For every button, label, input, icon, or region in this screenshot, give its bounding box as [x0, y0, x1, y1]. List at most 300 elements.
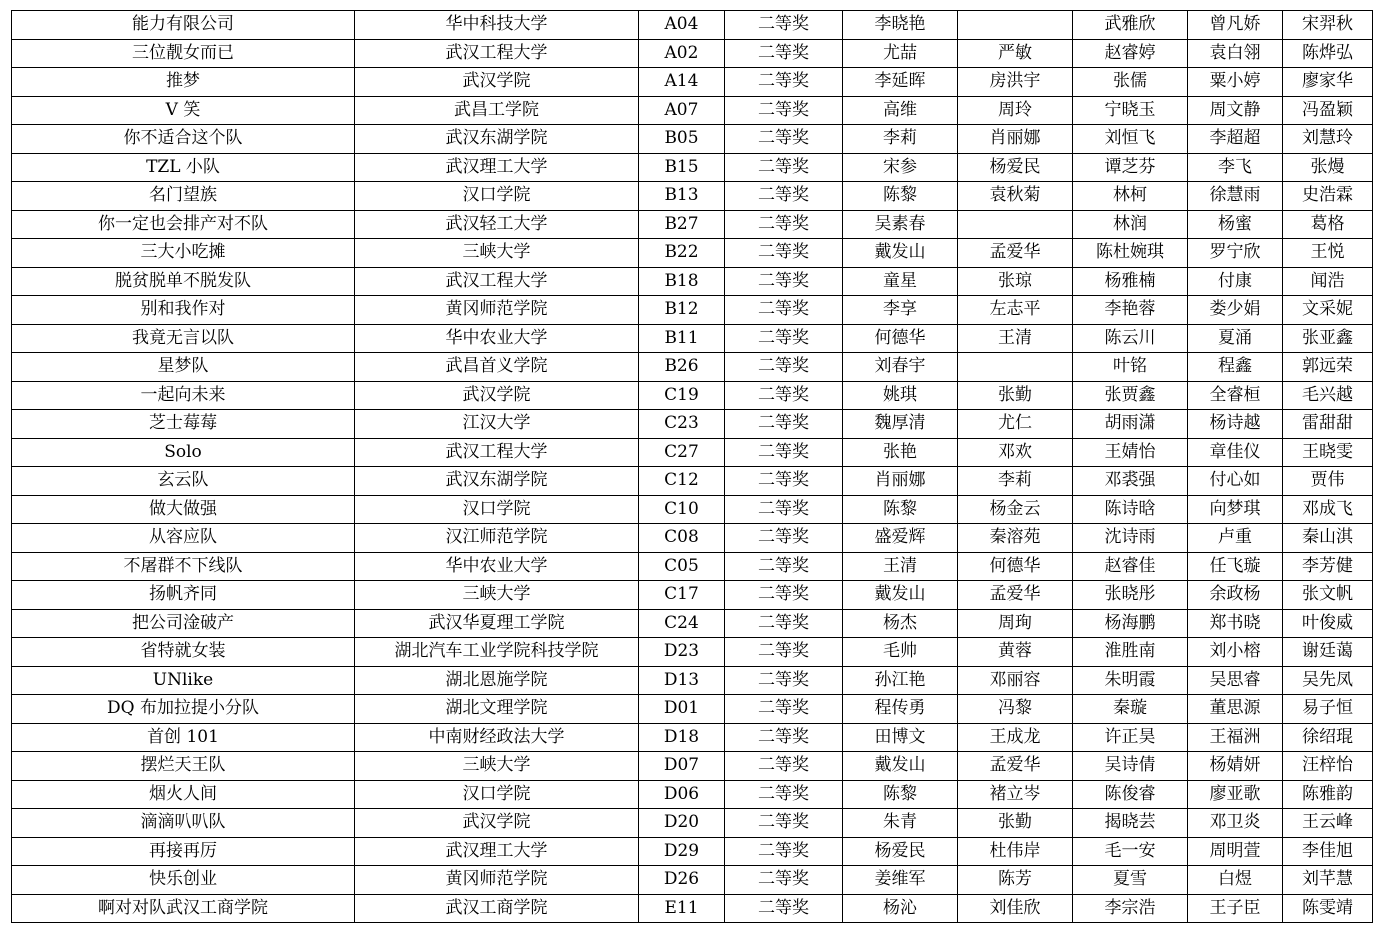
advisor-1-cell: 陈黎 — [843, 780, 958, 809]
school-cell: 黄冈师范学院 — [355, 296, 639, 325]
table-row — [12, 495, 1373, 524]
team-name-cell: V 笑 — [12, 96, 355, 125]
advisor-2-cell: 左志平 — [958, 296, 1073, 325]
table-row — [12, 239, 1373, 268]
member-1-cell: 林柯 — [1073, 182, 1188, 211]
school-cell: 武汉学院 — [355, 381, 639, 410]
work-code-cell: D06 — [639, 780, 725, 809]
school-cell: 江汉大学 — [355, 410, 639, 439]
advisor-1-cell: 李莉 — [843, 125, 958, 154]
member-3-cell: 冯盈颖 — [1283, 96, 1373, 125]
work-code-cell: D23 — [639, 638, 725, 667]
advisor-1-cell: 毛帅 — [843, 638, 958, 667]
advisor-2-cell: 王清 — [958, 324, 1073, 353]
work-code-cell: C24 — [639, 609, 725, 638]
advisor-2-cell: 陈芳 — [958, 866, 1073, 895]
member-1-cell: 李宗浩 — [1073, 894, 1188, 923]
table-row — [12, 552, 1373, 581]
team-name-cell: 能力有限公司 — [12, 11, 355, 40]
advisor-1-cell: 杨杰 — [843, 609, 958, 638]
team-name-cell: 玄云队 — [12, 467, 355, 496]
member-1-cell: 胡雨潇 — [1073, 410, 1188, 439]
school-cell: 汉口学院 — [355, 495, 639, 524]
award-cell: 二等奖 — [725, 239, 843, 268]
member-1-cell: 李艳蓉 — [1073, 296, 1188, 325]
award-cell: 二等奖 — [725, 666, 843, 695]
advisor-2-cell: 冯黎 — [958, 695, 1073, 724]
award-cell: 二等奖 — [725, 438, 843, 467]
advisor-1-cell: 李延晖 — [843, 68, 958, 97]
team-name-cell: 再接再厉 — [12, 837, 355, 866]
advisor-2-cell: 邓丽容 — [958, 666, 1073, 695]
member-2-cell: 廖亚歌 — [1188, 780, 1283, 809]
member-3-cell: 刘芊慧 — [1283, 866, 1373, 895]
member-2-cell: 任飞璇 — [1188, 552, 1283, 581]
team-name-cell: 一起向未来 — [12, 381, 355, 410]
advisor-2-cell: 杜伟岸 — [958, 837, 1073, 866]
team-name-cell: 芝士莓莓 — [12, 410, 355, 439]
advisor-2-cell: 周玲 — [958, 96, 1073, 125]
member-1-cell: 朱明霞 — [1073, 666, 1188, 695]
table-row — [12, 267, 1373, 296]
table-row — [12, 210, 1373, 239]
member-1-cell: 淮胜南 — [1073, 638, 1188, 667]
team-name-cell: 滴滴叭叭队 — [12, 809, 355, 838]
award-cell: 二等奖 — [725, 695, 843, 724]
advisor-2-cell: 袁秋菊 — [958, 182, 1073, 211]
advisor-2-cell — [958, 210, 1073, 239]
member-3-cell: 王晓雯 — [1283, 438, 1373, 467]
advisor-2-cell: 秦溶苑 — [958, 524, 1073, 553]
award-cell: 二等奖 — [725, 353, 843, 382]
advisor-2-cell: 邓欢 — [958, 438, 1073, 467]
work-code-cell: C08 — [639, 524, 725, 553]
team-name-cell: 啊对对队武汉工商学院 — [12, 894, 355, 923]
member-3-cell: 邓成飞 — [1283, 495, 1373, 524]
table-row — [12, 11, 1373, 40]
member-2-cell: 罗宁欣 — [1188, 239, 1283, 268]
member-2-cell: 董思源 — [1188, 695, 1283, 724]
table-row — [12, 96, 1373, 125]
member-1-cell: 杨雅楠 — [1073, 267, 1188, 296]
member-1-cell: 吴诗倩 — [1073, 752, 1188, 781]
work-code-cell: B18 — [639, 267, 725, 296]
school-cell: 三峡大学 — [355, 752, 639, 781]
work-code-cell: B22 — [639, 239, 725, 268]
team-name-cell: 做大做强 — [12, 495, 355, 524]
work-code-cell: D18 — [639, 723, 725, 752]
advisor-1-cell: 杨沁 — [843, 894, 958, 923]
table-row — [12, 125, 1373, 154]
work-code-cell: D26 — [639, 866, 725, 895]
work-code-cell: D13 — [639, 666, 725, 695]
award-cell: 二等奖 — [725, 125, 843, 154]
member-3-cell: 闻浩 — [1283, 267, 1373, 296]
work-code-cell: B27 — [639, 210, 725, 239]
table-row — [12, 39, 1373, 68]
advisor-1-cell: 高维 — [843, 96, 958, 125]
table-row — [12, 153, 1373, 182]
advisor-2-cell — [958, 353, 1073, 382]
school-cell: 武汉工程大学 — [355, 438, 639, 467]
member-3-cell: 王悦 — [1283, 239, 1373, 268]
member-1-cell: 夏雪 — [1073, 866, 1188, 895]
member-3-cell: 贾伟 — [1283, 467, 1373, 496]
team-name-cell: 从容应队 — [12, 524, 355, 553]
award-cell: 二等奖 — [725, 210, 843, 239]
advisor-1-cell: 张艳 — [843, 438, 958, 467]
advisor-1-cell: 尤喆 — [843, 39, 958, 68]
table-row — [12, 609, 1373, 638]
team-name-cell: Solo — [12, 438, 355, 467]
school-cell: 武汉学院 — [355, 68, 639, 97]
award-cell: 二等奖 — [725, 410, 843, 439]
award-cell: 二等奖 — [725, 723, 843, 752]
team-name-cell: 三位靓女而已 — [12, 39, 355, 68]
advisor-1-cell: 王清 — [843, 552, 958, 581]
award-cell: 二等奖 — [725, 866, 843, 895]
member-2-cell: 白煜 — [1188, 866, 1283, 895]
advisor-1-cell: 孙江艳 — [843, 666, 958, 695]
award-cell: 二等奖 — [725, 581, 843, 610]
work-code-cell: D01 — [639, 695, 725, 724]
advisor-2-cell: 肖丽娜 — [958, 125, 1073, 154]
team-name-cell: 你一定也会排产对不队 — [12, 210, 355, 239]
advisor-1-cell: 戴发山 — [843, 239, 958, 268]
school-cell: 华中科技大学 — [355, 11, 639, 40]
award-cell: 二等奖 — [725, 96, 843, 125]
member-2-cell: 徐慧雨 — [1188, 182, 1283, 211]
advisor-1-cell: 何德华 — [843, 324, 958, 353]
advisor-2-cell — [958, 11, 1073, 40]
school-cell: 武汉理工大学 — [355, 837, 639, 866]
member-1-cell: 陈杜婉琪 — [1073, 239, 1188, 268]
team-name-cell: 扬帆齐同 — [12, 581, 355, 610]
member-2-cell: 余政杨 — [1188, 581, 1283, 610]
work-code-cell: E11 — [639, 894, 725, 923]
member-3-cell: 张文帆 — [1283, 581, 1373, 610]
table-row — [12, 780, 1373, 809]
advisor-2-cell: 李莉 — [958, 467, 1073, 496]
school-cell: 汉口学院 — [355, 780, 639, 809]
team-name-cell: DQ 布加拉提小分队 — [12, 695, 355, 724]
school-cell: 三峡大学 — [355, 239, 639, 268]
table-row — [12, 894, 1373, 923]
advisor-1-cell: 吴素春 — [843, 210, 958, 239]
advisor-2-cell: 王成龙 — [958, 723, 1073, 752]
award-cell: 二等奖 — [725, 182, 843, 211]
table-row — [12, 695, 1373, 724]
member-1-cell: 陈诗晗 — [1073, 495, 1188, 524]
table-row — [12, 381, 1373, 410]
work-code-cell: C23 — [639, 410, 725, 439]
member-1-cell: 赵睿佳 — [1073, 552, 1188, 581]
member-1-cell: 杨海鹏 — [1073, 609, 1188, 638]
advisor-2-cell: 黄蓉 — [958, 638, 1073, 667]
member-1-cell: 王婧怡 — [1073, 438, 1188, 467]
advisor-1-cell: 戴发山 — [843, 752, 958, 781]
work-code-cell: A07 — [639, 96, 725, 125]
award-cell: 二等奖 — [725, 39, 843, 68]
member-2-cell: 李飞 — [1188, 153, 1283, 182]
team-name-cell: 别和我作对 — [12, 296, 355, 325]
member-1-cell: 毛一安 — [1073, 837, 1188, 866]
advisor-2-cell: 孟爱华 — [958, 581, 1073, 610]
school-cell: 华中农业大学 — [355, 552, 639, 581]
award-cell: 二等奖 — [725, 267, 843, 296]
advisor-1-cell: 李享 — [843, 296, 958, 325]
school-cell: 武汉理工大学 — [355, 153, 639, 182]
member-1-cell: 沈诗雨 — [1073, 524, 1188, 553]
team-name-cell: 把公司淦破产 — [12, 609, 355, 638]
advisor-2-cell: 刘佳欣 — [958, 894, 1073, 923]
member-2-cell: 吴思睿 — [1188, 666, 1283, 695]
advisor-2-cell: 杨爱民 — [958, 153, 1073, 182]
advisor-2-cell: 房洪宇 — [958, 68, 1073, 97]
member-3-cell: 宋羿秋 — [1283, 11, 1373, 40]
member-3-cell: 张熳 — [1283, 153, 1373, 182]
team-name-cell: 摆烂天王队 — [12, 752, 355, 781]
member-3-cell: 陈烨弘 — [1283, 39, 1373, 68]
award-cell: 二等奖 — [725, 467, 843, 496]
award-cell: 二等奖 — [725, 381, 843, 410]
advisor-2-cell: 张勤 — [958, 809, 1073, 838]
member-3-cell: 李佳旭 — [1283, 837, 1373, 866]
advisor-1-cell: 肖丽娜 — [843, 467, 958, 496]
member-3-cell: 李芳健 — [1283, 552, 1373, 581]
member-2-cell: 卢重 — [1188, 524, 1283, 553]
work-code-cell: D07 — [639, 752, 725, 781]
member-2-cell: 袁白翎 — [1188, 39, 1283, 68]
award-cell: 二等奖 — [725, 552, 843, 581]
member-1-cell: 谭芝芬 — [1073, 153, 1188, 182]
member-3-cell: 郭远荣 — [1283, 353, 1373, 382]
advisor-2-cell: 何德华 — [958, 552, 1073, 581]
member-1-cell: 叶铭 — [1073, 353, 1188, 382]
table-row — [12, 438, 1373, 467]
work-code-cell: A04 — [639, 11, 725, 40]
award-cell: 二等奖 — [725, 837, 843, 866]
table-row — [12, 182, 1373, 211]
member-2-cell: 周明萱 — [1188, 837, 1283, 866]
award-cell: 二等奖 — [725, 809, 843, 838]
advisor-1-cell: 魏厚清 — [843, 410, 958, 439]
table-row — [12, 524, 1373, 553]
advisor-1-cell: 陈黎 — [843, 182, 958, 211]
school-cell: 武昌首义学院 — [355, 353, 639, 382]
advisor-2-cell: 严敏 — [958, 39, 1073, 68]
work-code-cell: C27 — [639, 438, 725, 467]
team-name-cell: 推梦 — [12, 68, 355, 97]
member-3-cell: 陈雯靖 — [1283, 894, 1373, 923]
member-3-cell: 葛格 — [1283, 210, 1373, 239]
member-3-cell: 秦山淇 — [1283, 524, 1373, 553]
advisor-1-cell: 童星 — [843, 267, 958, 296]
work-code-cell: C12 — [639, 467, 725, 496]
award-cell: 二等奖 — [725, 324, 843, 353]
table-row — [12, 666, 1373, 695]
member-1-cell: 张贾鑫 — [1073, 381, 1188, 410]
member-3-cell: 廖家华 — [1283, 68, 1373, 97]
work-code-cell: D29 — [639, 837, 725, 866]
school-cell: 武汉东湖学院 — [355, 125, 639, 154]
work-code-cell: B26 — [639, 353, 725, 382]
work-code-cell: B13 — [639, 182, 725, 211]
advisor-2-cell: 孟爱华 — [958, 239, 1073, 268]
member-2-cell: 王子臣 — [1188, 894, 1283, 923]
table-row — [12, 353, 1373, 382]
school-cell: 湖北汽车工业学院科技学院 — [355, 638, 639, 667]
award-cell: 二等奖 — [725, 894, 843, 923]
advisor-1-cell: 田博文 — [843, 723, 958, 752]
school-cell: 武汉工商学院 — [355, 894, 639, 923]
member-1-cell: 武雅欣 — [1073, 11, 1188, 40]
award-cell: 二等奖 — [725, 11, 843, 40]
member-1-cell: 揭晓芸 — [1073, 809, 1188, 838]
table-row — [12, 296, 1373, 325]
work-code-cell: B11 — [639, 324, 725, 353]
advisor-1-cell: 陈黎 — [843, 495, 958, 524]
member-2-cell: 杨蜜 — [1188, 210, 1283, 239]
advisor-2-cell: 尤仁 — [958, 410, 1073, 439]
member-2-cell: 夏涌 — [1188, 324, 1283, 353]
member-2-cell: 娄少娟 — [1188, 296, 1283, 325]
work-code-cell: C17 — [639, 581, 725, 610]
member-2-cell: 粟小婷 — [1188, 68, 1283, 97]
table-row — [12, 809, 1373, 838]
work-code-cell: B05 — [639, 125, 725, 154]
advisor-2-cell: 周珣 — [958, 609, 1073, 638]
member-3-cell: 易子恒 — [1283, 695, 1373, 724]
advisor-2-cell: 杨金云 — [958, 495, 1073, 524]
member-2-cell: 李超超 — [1188, 125, 1283, 154]
advisor-1-cell: 刘春宇 — [843, 353, 958, 382]
team-name-cell: 不屠群不下线队 — [12, 552, 355, 581]
team-name-cell: 烟火人间 — [12, 780, 355, 809]
work-code-cell: C19 — [639, 381, 725, 410]
member-1-cell: 许正昊 — [1073, 723, 1188, 752]
table-row — [12, 467, 1373, 496]
school-cell: 三峡大学 — [355, 581, 639, 610]
member-2-cell: 郑书晓 — [1188, 609, 1283, 638]
member-3-cell: 谢廷蔼 — [1283, 638, 1373, 667]
school-cell: 黄冈师范学院 — [355, 866, 639, 895]
member-1-cell: 张儒 — [1073, 68, 1188, 97]
work-code-cell: C05 — [639, 552, 725, 581]
team-name-cell: 脱贫脱单不脱发队 — [12, 267, 355, 296]
member-2-cell: 曾凡娇 — [1188, 11, 1283, 40]
member-3-cell: 徐绍琨 — [1283, 723, 1373, 752]
member-1-cell: 陈云川 — [1073, 324, 1188, 353]
team-name-cell: 我竟无言以队 — [12, 324, 355, 353]
member-2-cell: 章佳仪 — [1188, 438, 1283, 467]
member-3-cell: 吴先凤 — [1283, 666, 1373, 695]
work-code-cell: C10 — [639, 495, 725, 524]
team-name-cell: TZL 小队 — [12, 153, 355, 182]
member-2-cell: 杨婧妍 — [1188, 752, 1283, 781]
school-cell: 武汉轻工大学 — [355, 210, 639, 239]
advisor-1-cell: 盛爱辉 — [843, 524, 958, 553]
table-row — [12, 410, 1373, 439]
team-name-cell: 名门望族 — [12, 182, 355, 211]
member-1-cell: 宁晓玉 — [1073, 96, 1188, 125]
member-3-cell: 史浩霖 — [1283, 182, 1373, 211]
school-cell: 汉口学院 — [355, 182, 639, 211]
advisor-1-cell: 朱青 — [843, 809, 958, 838]
member-3-cell: 雷甜甜 — [1283, 410, 1373, 439]
member-3-cell: 陈雅韵 — [1283, 780, 1373, 809]
team-name-cell: UNlike — [12, 666, 355, 695]
advisor-1-cell: 姜维军 — [843, 866, 958, 895]
team-name-cell: 你不适合这个队 — [12, 125, 355, 154]
team-name-cell: 快乐创业 — [12, 866, 355, 895]
member-2-cell: 付心如 — [1188, 467, 1283, 496]
award-cell: 二等奖 — [725, 495, 843, 524]
advisor-1-cell: 李晓艳 — [843, 11, 958, 40]
awards-table — [11, 10, 1373, 923]
member-1-cell: 刘恒飞 — [1073, 125, 1188, 154]
table-row — [12, 837, 1373, 866]
member-1-cell: 张晓彤 — [1073, 581, 1188, 610]
awards-table-body — [12, 11, 1373, 923]
advisor-2-cell: 张琼 — [958, 267, 1073, 296]
member-2-cell: 王福洲 — [1188, 723, 1283, 752]
school-cell: 武汉学院 — [355, 809, 639, 838]
member-3-cell: 汪梓怡 — [1283, 752, 1373, 781]
member-2-cell: 向梦琪 — [1188, 495, 1283, 524]
advisor-1-cell: 杨爱民 — [843, 837, 958, 866]
member-2-cell: 周文静 — [1188, 96, 1283, 125]
member-3-cell: 王云峰 — [1283, 809, 1373, 838]
advisor-2-cell: 孟爱华 — [958, 752, 1073, 781]
advisor-1-cell: 宋参 — [843, 153, 958, 182]
school-cell: 武汉东湖学院 — [355, 467, 639, 496]
award-cell: 二等奖 — [725, 524, 843, 553]
advisor-1-cell: 姚琪 — [843, 381, 958, 410]
table-row — [12, 866, 1373, 895]
advisor-1-cell: 程传勇 — [843, 695, 958, 724]
member-3-cell: 文采妮 — [1283, 296, 1373, 325]
member-3-cell: 刘慧玲 — [1283, 125, 1373, 154]
member-3-cell: 张亚鑫 — [1283, 324, 1373, 353]
table-row — [12, 581, 1373, 610]
table-row — [12, 723, 1373, 752]
school-cell: 汉江师范学院 — [355, 524, 639, 553]
team-name-cell: 省特就女装 — [12, 638, 355, 667]
member-1-cell: 邓裘强 — [1073, 467, 1188, 496]
table-row — [12, 638, 1373, 667]
member-2-cell: 付康 — [1188, 267, 1283, 296]
school-cell: 武汉工程大学 — [355, 267, 639, 296]
member-1-cell: 陈俊睿 — [1073, 780, 1188, 809]
school-cell: 中南财经政法大学 — [355, 723, 639, 752]
table-row — [12, 752, 1373, 781]
school-cell: 湖北文理学院 — [355, 695, 639, 724]
school-cell: 武汉工程大学 — [355, 39, 639, 68]
award-cell: 二等奖 — [725, 752, 843, 781]
school-cell: 华中农业大学 — [355, 324, 639, 353]
advisor-2-cell: 张勤 — [958, 381, 1073, 410]
school-cell: 武汉华夏理工学院 — [355, 609, 639, 638]
work-code-cell: D20 — [639, 809, 725, 838]
award-cell: 二等奖 — [725, 68, 843, 97]
school-cell: 武昌工学院 — [355, 96, 639, 125]
team-name-cell: 首创 101 — [12, 723, 355, 752]
advisor-1-cell: 戴发山 — [843, 581, 958, 610]
award-cell: 二等奖 — [725, 153, 843, 182]
award-cell: 二等奖 — [725, 609, 843, 638]
table-row — [12, 324, 1373, 353]
